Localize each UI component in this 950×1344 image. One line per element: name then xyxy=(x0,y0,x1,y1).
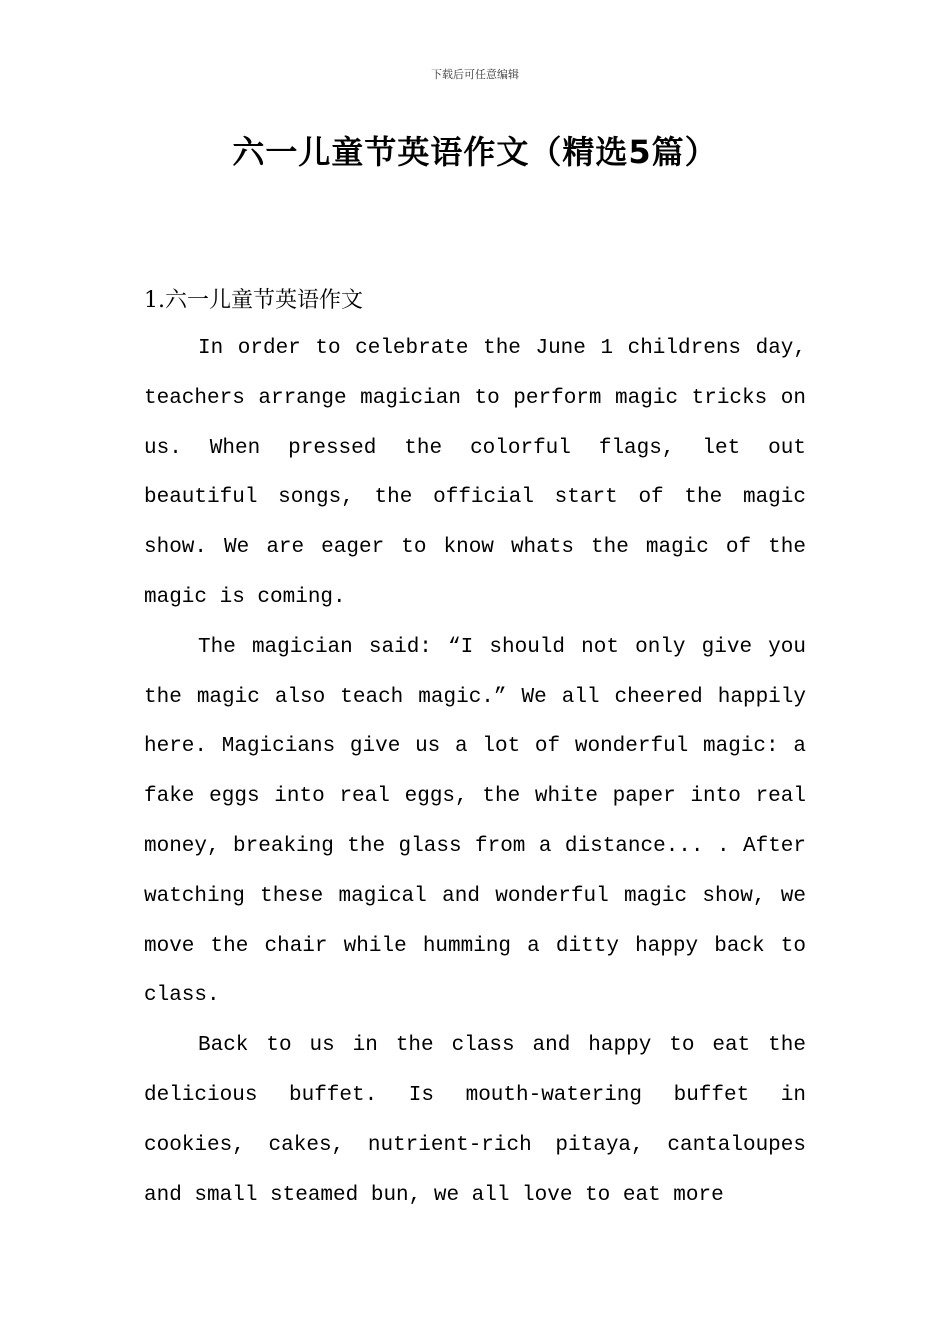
paragraph-3: Back to us in the class and happy to eat the delicious buffet. Is mouth-watering buffet in cookies, cakes, nutrient-rich pitaya, cantaloupes and small steamed bun, we all love to eat more xyxy=(144,1034,806,1207)
paragraph-2: The magician said: “I should not only give you the magic also teach magic.” We all cheered happily here. Magicians give us a lot of wonderful magic: a fake eggs into real eggs, the white paper into real money, breaking the glass from a distance... . After watching these magical and wonderful magic show, we move the chair while humming a ditty happy back to class. xyxy=(144,635,806,1008)
essay-body xyxy=(144,324,806,1220)
section-heading: 1.六一儿童节英语作文 xyxy=(144,288,363,313)
paragraph-1: In order to celebrate the June 1 childrens day, teachers arrange magician to perform magic tricks on us. When pressed the colorful flags, let out beautiful songs, the official start of the magic show. We are eager to know whats the magic of the magic is coming. xyxy=(144,337,806,609)
header-note: 下载后可任意编辑 xyxy=(431,68,519,81)
document-title: 六一儿童节英语作文（精选5篇） xyxy=(232,133,718,171)
